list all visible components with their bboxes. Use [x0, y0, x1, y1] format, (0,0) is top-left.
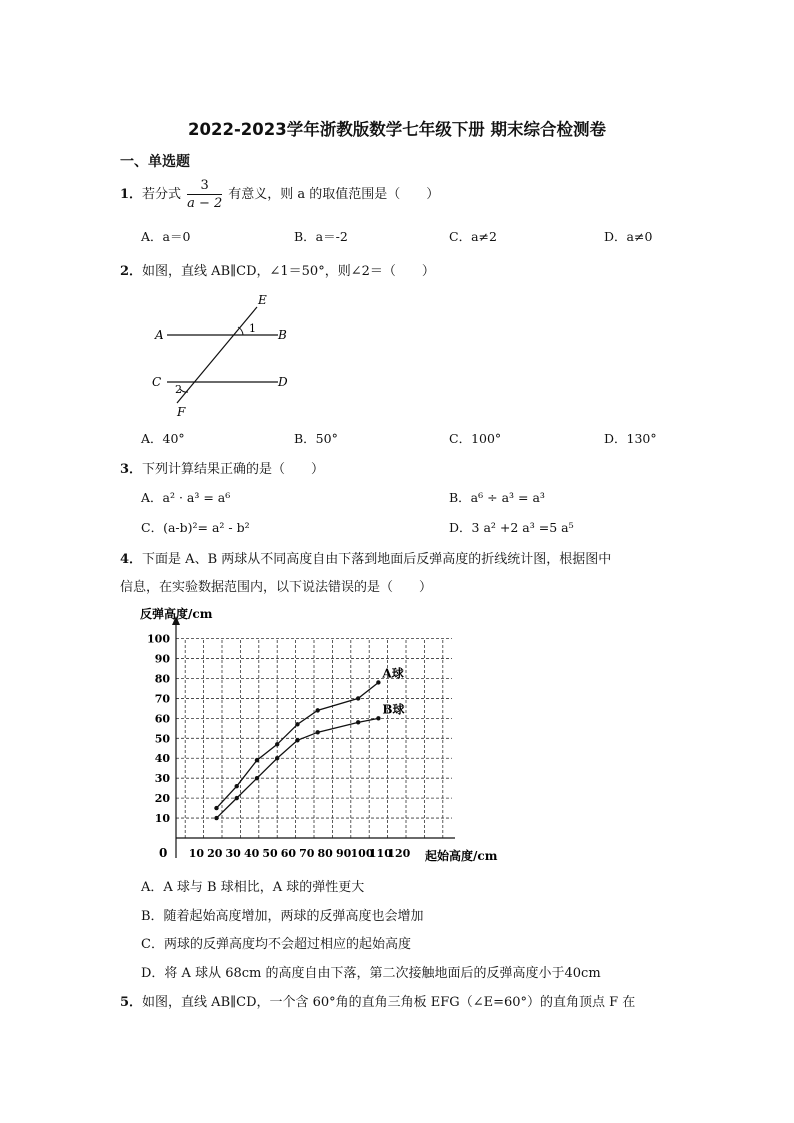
- data-point: [235, 796, 239, 800]
- option-a: A．40°: [141, 431, 185, 446]
- label-a: A: [155, 328, 164, 342]
- y-tick-label: 100: [147, 632, 170, 646]
- x-tick-label: 70: [299, 847, 315, 860]
- x-tick-label: 120: [387, 847, 411, 860]
- page-title: 2022-2023学年浙教版数学七年级下册 期末综合检测卷: [188, 120, 606, 139]
- x-tick-label: 30: [225, 847, 241, 860]
- option-a: A．A 球与 B 球相比，A 球的弹性更大: [141, 880, 365, 895]
- chart-axes: [172, 616, 455, 858]
- option-c: C．(a-b)²= a² - b²: [141, 520, 250, 535]
- option-d: D．3 a² +2 a³ =5 a⁵: [449, 520, 574, 535]
- x-tick-label: 100: [350, 847, 374, 860]
- option-b: B．a⁶ ÷ a³ = a³: [449, 490, 545, 505]
- x-tick-label: 10: [188, 847, 205, 860]
- y-tick-label: 90: [154, 652, 170, 666]
- option-c: C．100°: [449, 431, 502, 446]
- option-d: D．a≠0: [604, 229, 653, 244]
- data-point: [356, 696, 360, 700]
- y-tick-label: 10: [154, 812, 170, 826]
- label-f: F: [177, 405, 186, 419]
- x-axis-label: 起始高度/cm: [425, 849, 498, 863]
- data-point: [235, 784, 239, 788]
- question-number: 2．: [120, 264, 143, 279]
- question-4-line-2: 信息，在实验数据范围内，以下说法错误的是（ ）: [120, 580, 433, 595]
- y-tick-label: 50: [154, 732, 170, 746]
- y-tick-label: 20: [154, 792, 170, 806]
- question-4: [120, 548, 611, 567]
- y-tick-label: 60: [154, 712, 170, 726]
- option-c: C．a≠2: [449, 229, 497, 244]
- data-point: [315, 730, 319, 734]
- fraction: [187, 178, 222, 211]
- y-tick-label: 80: [154, 672, 170, 686]
- x-tick-label: 90: [335, 847, 352, 860]
- y-axis-label: 反弹高度/cm: [140, 607, 213, 621]
- question-2-text: 如图，直线 AB∥CD，∠1＝50°，则∠2＝（ ）: [142, 264, 435, 279]
- question-5-text: 如图，直线 AB∥CD，一个含 60°角的直角三角板 EFG（∠E=60°）的直角顶点 F 在: [142, 995, 636, 1010]
- data-point: [214, 806, 218, 810]
- option-b: B．50°: [294, 431, 338, 446]
- question-number: 5．: [120, 995, 143, 1010]
- data-point: [214, 816, 218, 820]
- option-b: B．随着起始高度增加，两球的反弹高度也会增加: [141, 909, 424, 924]
- series-line-b: [216, 718, 378, 818]
- data-point: [275, 756, 279, 760]
- question-number: 1．: [120, 187, 143, 202]
- label-angle-1: 1: [249, 322, 256, 335]
- parallel-lines-figure: [145, 290, 305, 420]
- data-point: [255, 776, 259, 780]
- data-point: [275, 742, 279, 746]
- label-d: D: [278, 375, 288, 389]
- label-b: B: [278, 328, 287, 342]
- tick-labels: [147, 633, 411, 860]
- data-point: [255, 758, 259, 762]
- question-number: 4．: [120, 552, 143, 567]
- x-tick-label: 40: [243, 847, 260, 860]
- question-2: [120, 260, 435, 279]
- transversal-ef: [177, 307, 257, 403]
- bounce-height-chart: [135, 600, 510, 868]
- label-e: E: [258, 293, 267, 307]
- data-point: [376, 680, 380, 684]
- data-point: [376, 716, 380, 720]
- x-tick-label: 80: [317, 847, 333, 860]
- question-number: 3．: [120, 462, 143, 477]
- question-4-line-1: 下面是 A、B 两球从不同高度自由下落到地面后反弹高度的折线统计图，根据图中: [142, 552, 612, 567]
- question-5: [120, 991, 635, 1010]
- series-label: A球: [382, 666, 404, 681]
- x-tick-label: 110: [368, 847, 392, 860]
- y-tick-label: 30: [154, 772, 170, 786]
- x-tick-label: 20: [207, 847, 223, 860]
- fraction-denominator: a − 2: [187, 196, 223, 211]
- label-c: C: [152, 375, 162, 389]
- x-tick-label: 50: [262, 847, 278, 860]
- section-heading: 一、单选题: [120, 154, 190, 170]
- option-c: C．两球的反弹高度均不会超过相应的起始高度: [141, 937, 411, 952]
- origin-label: 0: [159, 846, 168, 860]
- y-tick-label: 70: [154, 692, 170, 706]
- option-b: B．a＝-2: [294, 229, 348, 244]
- y-tick-label: 40: [154, 752, 170, 766]
- data-point: [315, 708, 319, 712]
- question-1: [120, 178, 439, 211]
- option-d: D．将 A 球从 68cm 的高度自由下落，第二次接触地面后的反弹高度小于40cm: [141, 966, 601, 981]
- question-3: [120, 458, 324, 477]
- fraction-numerator: 3: [187, 178, 222, 195]
- x-tick-label: 60: [280, 847, 297, 860]
- chart-series: [214, 665, 404, 820]
- data-point: [295, 738, 299, 742]
- data-point: [356, 720, 360, 724]
- question-3-text: 下列计算结果正确的是（ ）: [142, 462, 325, 477]
- question-1-post: 有意义，则 a 的取值范围是（ ）: [228, 187, 440, 202]
- data-point: [295, 722, 299, 726]
- option-a: A．a² · a³ = a⁶: [141, 490, 231, 505]
- series-label: B球: [382, 702, 405, 717]
- option-d: D．130°: [604, 431, 657, 446]
- option-a: A．a＝0: [141, 229, 191, 244]
- question-1-pre: 若分式: [142, 187, 182, 202]
- label-angle-2: 2: [175, 383, 182, 396]
